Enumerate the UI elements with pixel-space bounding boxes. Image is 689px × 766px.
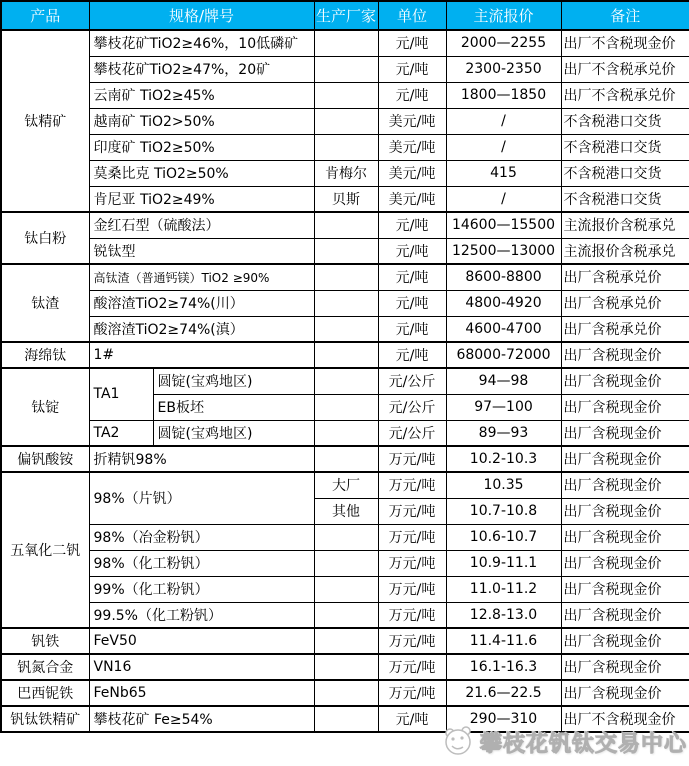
spec-cell: 肯尼亚 TiO2≥49% [89, 186, 314, 212]
table-row [1, 576, 689, 602]
spec-cell: 酸溶渣TiO2≥74%(滇） [89, 316, 314, 342]
maker-cell [314, 654, 378, 680]
unit-cell: 万元/吨 [378, 446, 446, 472]
price-cell: 10.9-11.1 [446, 550, 561, 576]
price-cell: 2000—2255 [446, 30, 561, 56]
unit-cell: 元/吨 [378, 212, 446, 238]
spec-cell: 酸溶渣TiO2≥74%(川） [89, 290, 314, 316]
note-cell: 不含税港口交货 [561, 134, 689, 160]
header-col-unit: 单位 [378, 1, 446, 30]
maker-cell [314, 368, 378, 394]
price-cell: 89—93 [446, 420, 561, 446]
product-cell: 钛渣 [1, 264, 89, 342]
note-cell: 主流报价含税承兑 [561, 238, 689, 264]
table-row [1, 628, 689, 654]
maker-cell: 贝斯 [314, 186, 378, 212]
table-row [1, 264, 689, 290]
spec-cell: EB板坯 [153, 394, 314, 420]
unit-cell: 万元/吨 [378, 498, 446, 524]
maker-cell [314, 212, 378, 238]
unit-cell: 元/吨 [378, 342, 446, 368]
spec-cell: 99.5%（化工粉钒） [89, 602, 314, 628]
note-cell: 出厂含税承兑价 [561, 316, 689, 342]
maker-cell [314, 82, 378, 108]
price-cell: 94—98 [446, 368, 561, 394]
price-cell: 10.6-10.7 [446, 524, 561, 550]
table-row [1, 134, 689, 160]
price-cell: 8600-8800 [446, 264, 561, 290]
table-row [1, 56, 689, 82]
note-cell: 出厂含税现金价 [561, 602, 689, 628]
spec-cell: VN16 [89, 654, 314, 680]
watermark-text: 攀枝花钒钛交易中心 [479, 731, 687, 757]
price-cell: 290—310 [446, 706, 561, 732]
table-row [1, 524, 689, 550]
spec-cell: FeV50 [89, 628, 314, 654]
unit-cell: 元/吨 [378, 30, 446, 56]
maker-cell: 大厂 [314, 472, 378, 498]
price-cell: 12500—13000 [446, 238, 561, 264]
table-row [1, 82, 689, 108]
price-cell: 16.1-16.3 [446, 654, 561, 680]
note-cell: 出厂不含税现金价 [561, 706, 689, 732]
unit-cell: 万元/吨 [378, 602, 446, 628]
table-row [1, 290, 689, 316]
table-row [1, 472, 689, 498]
note-cell: 出厂含税现金价 [561, 420, 689, 446]
spec-cell: 印度矿 TiO2≥50% [89, 134, 314, 160]
product-cell: 钛白粉 [1, 212, 89, 264]
unit-cell: 元/公斤 [378, 394, 446, 420]
unit-cell: 元/公斤 [378, 368, 446, 394]
price-cell: 68000-72000 [446, 342, 561, 368]
note-cell: 出厂含税现金价 [561, 550, 689, 576]
note-cell: 不含税港口交货 [561, 108, 689, 134]
watermark [440, 724, 687, 760]
product-cell: 钒氮合金 [1, 654, 89, 680]
unit-cell: 万元/吨 [378, 654, 446, 680]
grade-cell: TA2 [89, 420, 153, 446]
price-cell: 4600-4700 [446, 316, 561, 342]
unit-cell: 元/吨 [378, 264, 446, 290]
spec-cell: 攀枝花矿 Fe≥54% [89, 706, 314, 732]
note-cell: 出厂含税现金价 [561, 576, 689, 602]
header-col-price: 主流报价 [446, 1, 561, 30]
note-cell: 不含税港口交货 [561, 160, 689, 186]
spec-cell: 折精钒98% [89, 446, 314, 472]
table-row [1, 446, 689, 472]
unit-cell: 万元/吨 [378, 576, 446, 602]
spec-cell: 98%（化工粉钒） [89, 550, 314, 576]
unit-cell: 元/公斤 [378, 420, 446, 446]
unit-cell: 万元/吨 [378, 628, 446, 654]
table-row [1, 108, 689, 134]
spec-cell: 高钛渣（普通钙镁）TiO2 ≥90% [89, 264, 314, 290]
price-cell: 2300-2350 [446, 56, 561, 82]
unit-cell: 元/吨 [378, 290, 446, 316]
maker-cell [314, 342, 378, 368]
maker-cell [314, 316, 378, 342]
spec-cell: 攀枝花矿TiO2≥47%，20矿 [89, 56, 314, 82]
table-row [1, 654, 689, 680]
note-cell: 出厂含税现金价 [561, 498, 689, 524]
maker-cell [314, 108, 378, 134]
note-cell: 主流报价含税承兑 [561, 212, 689, 238]
price-cell: 415 [446, 160, 561, 186]
header-col-spec: 规格/牌号 [89, 1, 314, 30]
maker-cell [314, 628, 378, 654]
unit-cell: 美元/吨 [378, 186, 446, 212]
unit-cell: 元/吨 [378, 82, 446, 108]
price-cell: 12.8-13.0 [446, 602, 561, 628]
maker-cell [314, 576, 378, 602]
unit-cell: 元/吨 [378, 316, 446, 342]
spec-cell: 圆锭(宝鸡地区) [153, 368, 314, 394]
product-cell: 钛锭 [1, 368, 89, 446]
note-cell: 出厂含税现金价 [561, 394, 689, 420]
table-row [1, 368, 689, 394]
table-row [1, 342, 689, 368]
note-cell: 出厂不含税承兑价 [561, 56, 689, 82]
price-cell: 14600—15500 [446, 212, 561, 238]
maker-cell: 其他 [314, 498, 378, 524]
price-cell: / [446, 108, 561, 134]
maker-cell [314, 550, 378, 576]
product-cell: 钛精矿 [1, 30, 89, 212]
product-cell: 钒钛铁精矿 [1, 706, 89, 732]
maker-cell [314, 706, 378, 732]
table-row [1, 186, 689, 212]
product-cell: 钒铁 [1, 628, 89, 654]
note-cell: 出厂含税现金价 [561, 524, 689, 550]
unit-cell: 元/吨 [378, 238, 446, 264]
spec-cell: 越南矿 TiO2>50% [89, 108, 314, 134]
price-cell: 11.4-11.6 [446, 628, 561, 654]
spec-cell: 98%（冶金粉钒） [89, 524, 314, 550]
unit-cell: 美元/吨 [378, 108, 446, 134]
table-row [1, 602, 689, 628]
note-cell: 出厂不含税现金价 [561, 30, 689, 56]
price-cell: 1800—1850 [446, 82, 561, 108]
unit-cell: 美元/吨 [378, 160, 446, 186]
note-cell: 出厂含税承兑价 [561, 290, 689, 316]
note-cell: 出厂含税现金价 [561, 654, 689, 680]
panda-logo-icon [440, 724, 474, 760]
spec-cell: FeNb65 [89, 680, 314, 706]
unit-cell: 万元/吨 [378, 680, 446, 706]
header-col-maker: 生产厂家 [314, 1, 378, 30]
unit-cell: 美元/吨 [378, 134, 446, 160]
maker-cell [314, 602, 378, 628]
product-cell: 偏钒酸铵 [1, 446, 89, 472]
unit-cell: 万元/吨 [378, 472, 446, 498]
header-col-note: 备注 [561, 1, 689, 30]
grade-cell: TA1 [89, 368, 153, 420]
unit-cell: 万元/吨 [378, 524, 446, 550]
spec-cell: 锐钛型 [89, 238, 314, 264]
product-cell: 巴西铌铁 [1, 680, 89, 706]
product-cell: 五氧化二钒 [1, 472, 89, 628]
price-cell: 10.2-10.3 [446, 446, 561, 472]
table-row [1, 680, 689, 706]
spec-cell: 99%（化工粉钒） [89, 576, 314, 602]
note-cell: 不含税港口交货 [561, 186, 689, 212]
maker-cell [314, 290, 378, 316]
note-cell: 出厂不含税承兑价 [561, 82, 689, 108]
spec-cell: 金红石型（硫酸法） [89, 212, 314, 238]
note-cell: 出厂含税现金价 [561, 628, 689, 654]
maker-cell [314, 680, 378, 706]
spec-cell: 云南矿 TiO2≥45% [89, 82, 314, 108]
unit-cell: 元/吨 [378, 706, 446, 732]
table-row [1, 550, 689, 576]
note-cell: 出厂含税现金价 [561, 342, 689, 368]
maker-cell [314, 446, 378, 472]
maker-cell [314, 420, 378, 446]
spec-cell: 攀枝花矿TiO2≥46%，10低磷矿 [89, 30, 314, 56]
price-cell: 97—100 [446, 394, 561, 420]
product-cell: 海绵钛 [1, 342, 89, 368]
maker-cell [314, 394, 378, 420]
table-row [1, 30, 689, 56]
spec-cell: 圆锭(宝鸡地区) [153, 420, 314, 446]
maker-cell [314, 238, 378, 264]
spec-cell: 98%（片钒） [89, 472, 314, 524]
maker-cell: 肯梅尔 [314, 160, 378, 186]
price-cell: 10.7-10.8 [446, 498, 561, 524]
price-cell: 4800-4920 [446, 290, 561, 316]
spec-cell: 莫桑比克 TiO2≥50% [89, 160, 314, 186]
maker-cell [314, 524, 378, 550]
table-row [1, 212, 689, 238]
price-cell: / [446, 186, 561, 212]
price-cell: 21.6—22.5 [446, 680, 561, 706]
maker-cell [314, 30, 378, 56]
table-row [1, 160, 689, 186]
note-cell: 出厂含税承兑价 [561, 264, 689, 290]
note-cell: 出厂含税现金价 [561, 368, 689, 394]
maker-cell [314, 264, 378, 290]
price-cell: 11.0-11.2 [446, 576, 561, 602]
maker-cell [314, 56, 378, 82]
note-cell: 出厂含税现金价 [561, 680, 689, 706]
note-cell: 出厂含税现金价 [561, 446, 689, 472]
table-row [1, 420, 689, 446]
note-cell: 出厂含税现金价 [561, 472, 689, 498]
price-cell: / [446, 134, 561, 160]
unit-cell: 元/吨 [378, 56, 446, 82]
price-cell: 10.35 [446, 472, 561, 498]
table-row [1, 238, 689, 264]
unit-cell: 万元/吨 [378, 550, 446, 576]
table-row [1, 316, 689, 342]
header-row [1, 1, 689, 30]
maker-cell [314, 134, 378, 160]
spec-cell: 1# [89, 342, 314, 368]
header-col-product: 产品 [1, 1, 89, 30]
